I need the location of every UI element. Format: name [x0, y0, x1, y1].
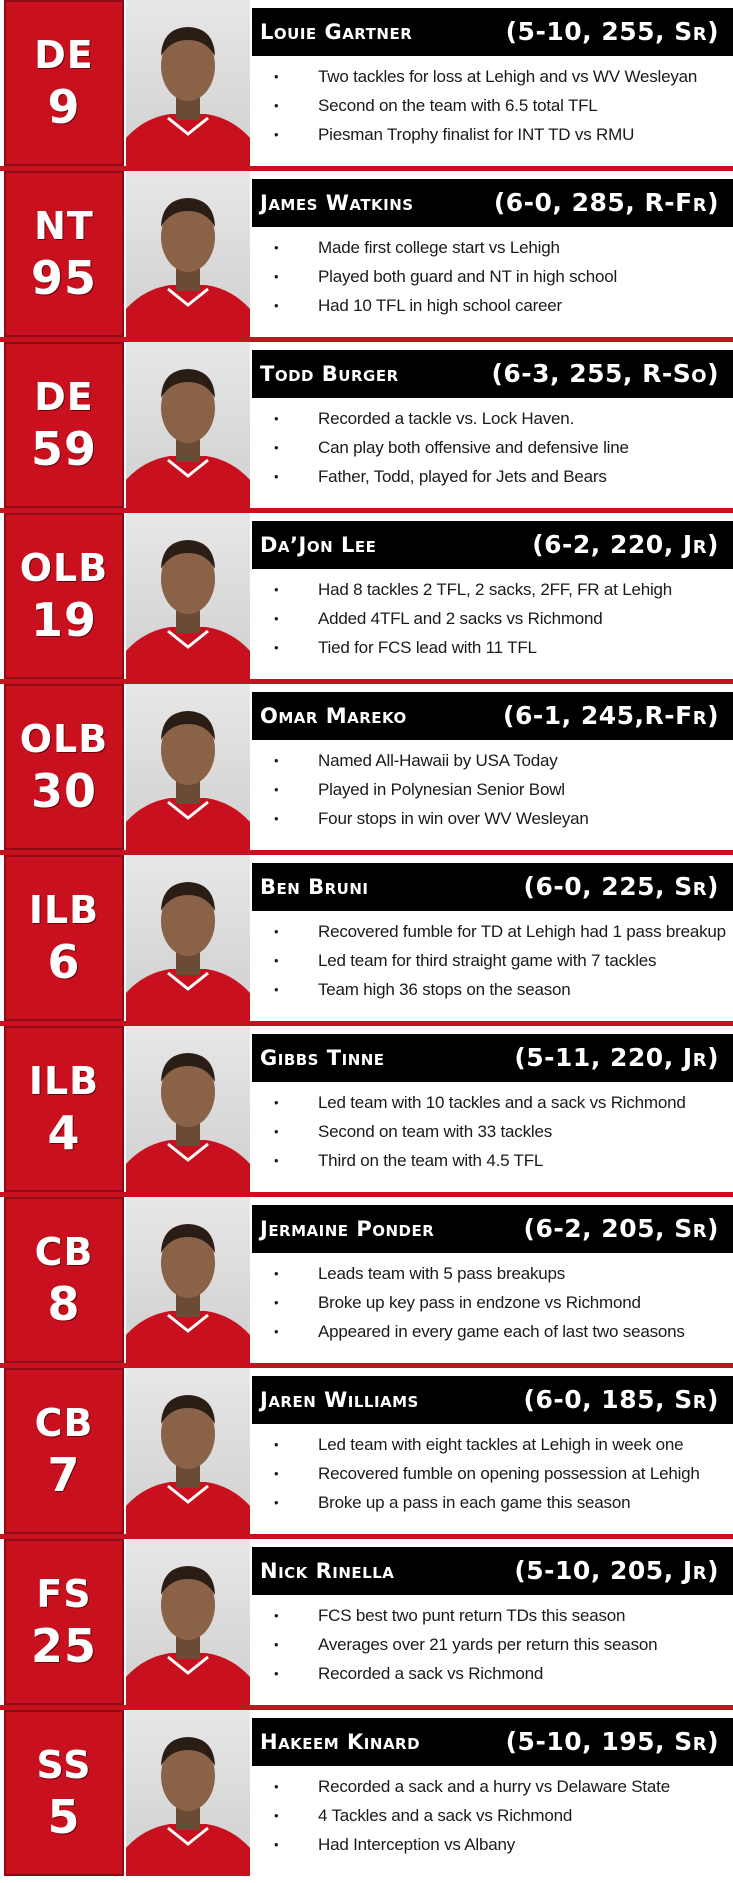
bullet-item: • Broke up a pass in each game this season — [252, 1488, 733, 1517]
player-row — [0, 855, 733, 1021]
bullet-list — [252, 1595, 733, 1688]
position-block — [4, 0, 124, 166]
bullet-item: • Averages over 21 yards per return this season — [252, 1630, 733, 1659]
player-row — [0, 1197, 733, 1363]
player-photo — [126, 1197, 250, 1363]
bullet-item: • Recorded a sack and a hurry vs Delaware State — [252, 1772, 733, 1801]
player-row — [0, 1710, 733, 1876]
player-name: Nick Rinella — [260, 1559, 395, 1583]
player-name: Hakeem Kinard — [260, 1730, 421, 1754]
position-block — [4, 1026, 124, 1192]
player-row — [0, 1026, 733, 1192]
bullet-item: • Played both guard and NT in high school — [252, 262, 733, 291]
bullet-item: • Two tackles for loss at Lehigh and vs WV Wesleyan — [252, 62, 733, 91]
player-name: Todd Burger — [260, 362, 399, 386]
player-photo — [126, 1026, 250, 1192]
bullet-item: • Tied for FCS lead with 11 TFL — [252, 633, 733, 662]
position-abbr: CB — [34, 1401, 94, 1445]
player-name: Da’Jon Lee — [260, 533, 377, 557]
position-block — [4, 684, 124, 850]
jersey-number: 30 — [30, 764, 97, 818]
player-name: James Watkins — [260, 191, 414, 215]
jersey-number: 5 — [47, 1790, 81, 1844]
player-photo — [126, 855, 250, 1021]
position-abbr: NT — [34, 204, 94, 248]
bullet-item: • Leads team with 5 pass breakups — [252, 1259, 733, 1288]
position-block — [4, 342, 124, 508]
name-bar — [252, 1547, 733, 1595]
jersey-number: 25 — [30, 1619, 97, 1673]
bullet-item: • Led team with 10 tackles and a sack vs Richmond — [252, 1088, 733, 1117]
player-row — [0, 513, 733, 679]
player-photo — [126, 684, 250, 850]
player-photo — [126, 1539, 250, 1705]
bullet-item: • Can play both offensive and defensive line — [252, 433, 733, 462]
position-abbr: FS — [36, 1572, 92, 1616]
bullet-item: • Had 8 tackles 2 TFL, 2 sacks, 2FF, FR at Lehigh — [252, 575, 733, 604]
jersey-number: 19 — [30, 593, 97, 647]
name-bar — [252, 1205, 733, 1253]
bullet-list — [252, 740, 733, 833]
player-info: (5-11, 220, Jr) — [514, 1043, 719, 1072]
player-info: (6-2, 205, Sr) — [523, 1214, 719, 1243]
player-name: Gibbs Tinne — [260, 1046, 385, 1070]
player-info: (5-10, 205, Jr) — [514, 1556, 719, 1585]
position-block — [4, 855, 124, 1021]
name-bar — [252, 1034, 733, 1082]
bullet-item: • Appeared in every game each of last two seasons — [252, 1317, 733, 1346]
player-row — [0, 684, 733, 850]
player-info: (6-3, 255, R-So) — [491, 359, 719, 388]
position-block — [4, 171, 124, 337]
bullet-list — [252, 911, 733, 1004]
bullet-list — [252, 227, 733, 320]
name-bar — [252, 1718, 733, 1766]
player-photo — [126, 513, 250, 679]
player-info: (6-2, 220, Jr) — [532, 530, 719, 559]
player-photo — [126, 171, 250, 337]
player-info: (5-10, 255, Sr) — [505, 17, 719, 46]
bullet-item: • Played in Polynesian Senior Bowl — [252, 775, 733, 804]
bullet-item: • Recorded a tackle vs. Lock Haven. — [252, 404, 733, 433]
bullet-item: • Father, Todd, played for Jets and Bears — [252, 462, 733, 491]
player-name: Ben Bruni — [260, 875, 369, 899]
position-block — [4, 1368, 124, 1534]
name-bar — [252, 692, 733, 740]
bullet-item: • Recovered fumble on opening possession at Lehigh — [252, 1459, 733, 1488]
player-info: (5-10, 195, Sr) — [505, 1727, 719, 1756]
player-row — [0, 1368, 733, 1534]
player-name: Omar Mareko — [260, 704, 407, 728]
position-block — [4, 513, 124, 679]
bullet-item: • Broke up key pass in endzone vs Richmond — [252, 1288, 733, 1317]
bullet-item: • Four stops in win over WV Wesleyan — [252, 804, 733, 833]
player-info: (6-0, 185, Sr) — [523, 1385, 719, 1414]
jersey-number: 59 — [30, 422, 97, 476]
jersey-number: 9 — [47, 80, 81, 134]
bullet-item: • 4 Tackles and a sack vs Richmond — [252, 1801, 733, 1830]
player-row — [0, 342, 733, 508]
player-info: (6-1, 245,R-Fr) — [503, 701, 719, 730]
bullet-list — [252, 1253, 733, 1346]
bullet-item: • Had Interception vs Albany — [252, 1830, 733, 1859]
position-abbr: DE — [34, 33, 94, 77]
player-info: (6-0, 225, Sr) — [523, 872, 719, 901]
player-photo — [126, 342, 250, 508]
bullet-item: • Had 10 TFL in high school career — [252, 291, 733, 320]
jersey-number: 6 — [47, 935, 81, 989]
player-info: (6-0, 285, R-Fr) — [493, 188, 719, 217]
bullet-item: • Named All-Hawaii by USA Today — [252, 746, 733, 775]
position-abbr: SS — [36, 1743, 92, 1787]
bullet-list — [252, 1424, 733, 1517]
position-block — [4, 1710, 124, 1876]
bullet-list — [252, 569, 733, 662]
bullet-item: • FCS best two punt return TDs this season — [252, 1601, 733, 1630]
jersey-number: 7 — [47, 1448, 81, 1502]
position-block — [4, 1539, 124, 1705]
bullet-item: • Led team for third straight game with 7 tackles — [252, 946, 733, 975]
player-row — [0, 0, 733, 166]
position-abbr: DE — [34, 375, 94, 419]
player-photo — [126, 0, 250, 166]
position-block — [4, 1197, 124, 1363]
player-name: Louie Gartner — [260, 20, 413, 44]
bullet-item: • Recovered fumble for TD at Lehigh had 1 pass breakup — [252, 917, 733, 946]
bullet-item: • Added 4TFL and 2 sacks vs Richmond — [252, 604, 733, 633]
bullet-list — [252, 398, 733, 491]
name-bar — [252, 8, 733, 56]
bullet-item: • Piesman Trophy finalist for INT TD vs RMU — [252, 120, 733, 149]
bullet-item: • Third on the team with 4.5 TFL — [252, 1146, 733, 1175]
name-bar — [252, 350, 733, 398]
position-abbr: ILB — [28, 1059, 100, 1103]
player-row — [0, 1539, 733, 1705]
name-bar — [252, 179, 733, 227]
player-row — [0, 171, 733, 337]
bullet-list — [252, 1082, 733, 1175]
player-name: Jermaine Ponder — [260, 1217, 435, 1241]
position-abbr: OLB — [19, 717, 109, 761]
jersey-number: 95 — [30, 251, 97, 305]
position-abbr: ILB — [28, 888, 100, 932]
name-bar — [252, 1376, 733, 1424]
name-bar — [252, 863, 733, 911]
jersey-number: 4 — [47, 1106, 81, 1160]
player-name: Jaren Williams — [260, 1388, 419, 1412]
jersey-number: 8 — [47, 1277, 81, 1331]
bullet-item: • Team high 36 stops on the season — [252, 975, 733, 1004]
player-photo — [126, 1368, 250, 1534]
name-bar — [252, 521, 733, 569]
bullet-list — [252, 56, 733, 149]
player-photo — [126, 1710, 250, 1876]
bullet-list — [252, 1766, 733, 1859]
bullet-item: • Second on the team with 6.5 total TFL — [252, 91, 733, 120]
bullet-item: • Second on team with 33 tackles — [252, 1117, 733, 1146]
bullet-item: • Led team with eight tackles at Lehigh in week one — [252, 1430, 733, 1459]
bullet-item: • Made first college start vs Lehigh — [252, 233, 733, 262]
position-abbr: CB — [34, 1230, 94, 1274]
position-abbr: OLB — [19, 546, 109, 590]
bullet-item: • Recorded a sack vs Richmond — [252, 1659, 733, 1688]
